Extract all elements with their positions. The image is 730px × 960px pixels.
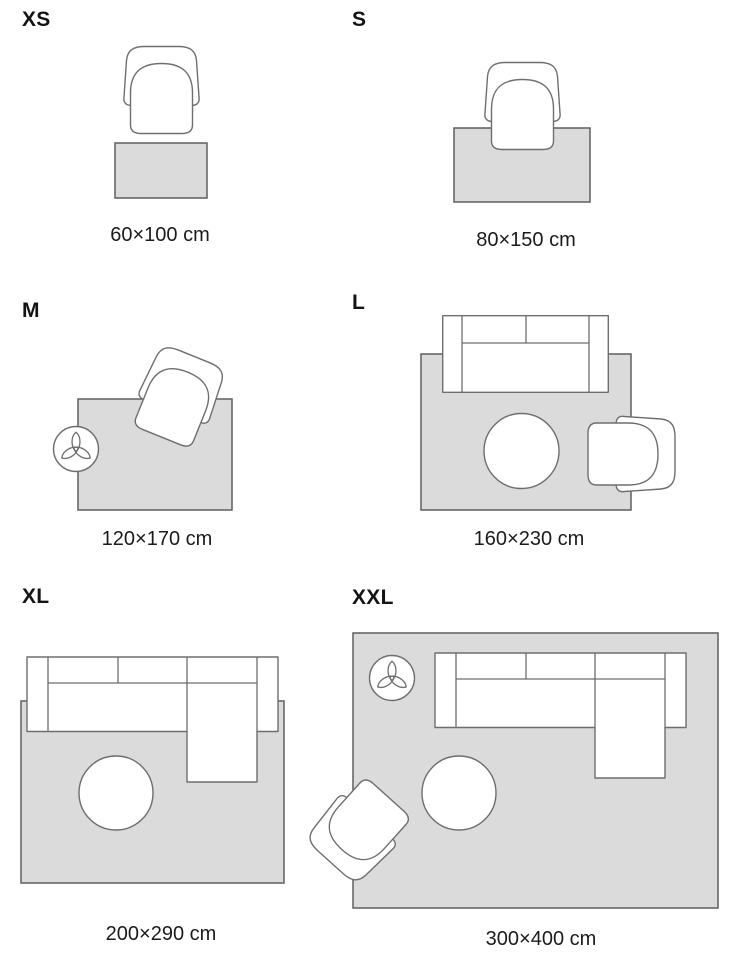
plant-icon bbox=[370, 656, 415, 701]
armchair-icon bbox=[588, 416, 675, 491]
armchair-icon bbox=[485, 63, 560, 150]
size-caption-xxl: 300×400 cm bbox=[485, 928, 597, 950]
size-cell-l bbox=[421, 316, 675, 510]
size-cell-xl bbox=[21, 657, 284, 883]
size-caption-xl: 200×290 cm bbox=[105, 923, 217, 945]
rug-shape-xs bbox=[115, 143, 207, 198]
coffee-table-icon bbox=[484, 414, 559, 489]
size-caption-m: 120×170 cm bbox=[101, 528, 213, 550]
armchair-icon bbox=[124, 47, 199, 134]
size-caption-l: 160×230 cm bbox=[473, 528, 585, 550]
size-cell-s bbox=[454, 63, 590, 203]
size-caption-s: 80×150 cm bbox=[476, 229, 576, 251]
size-cell-xxl bbox=[302, 633, 718, 908]
size-label-xxl: XXL bbox=[352, 586, 394, 609]
coffee-table-icon bbox=[422, 756, 496, 830]
plant-icon bbox=[54, 427, 99, 472]
size-label-l: L bbox=[352, 291, 366, 314]
size-label-xs: XS bbox=[22, 8, 51, 31]
size-label-s: S bbox=[352, 8, 367, 31]
size-cell-m bbox=[54, 342, 233, 510]
size-label-xl: XL bbox=[22, 585, 50, 608]
size-cell-xs bbox=[115, 47, 207, 199]
size-label-m: M bbox=[22, 299, 40, 322]
size-caption-xs: 60×100 cm bbox=[110, 224, 210, 246]
coffee-table-icon bbox=[79, 756, 153, 830]
sofa-icon bbox=[443, 316, 609, 393]
